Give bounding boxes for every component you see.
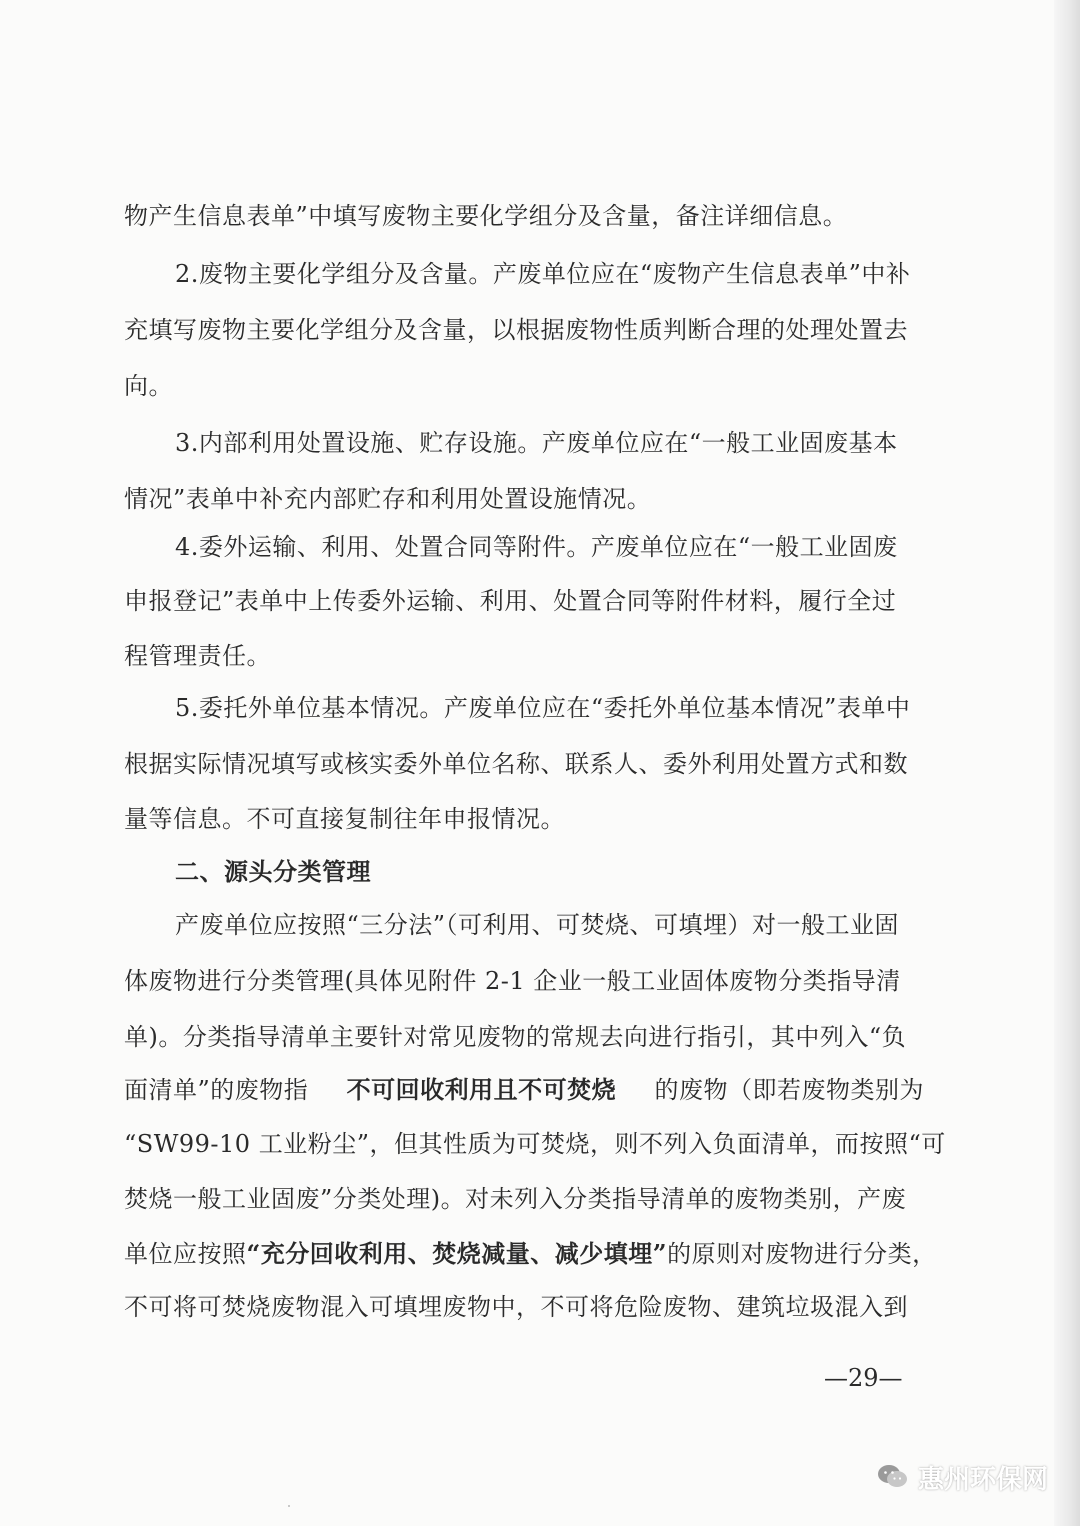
section-heading: 二、源头分类管理: [175, 858, 371, 886]
text-line-11: 根据实际情况填写或核实委外单位名称、联系人、委外利用处置方式和数: [124, 750, 908, 778]
text-line-15: 单)。分类指导清单主要针对常见废物的常规去向进行指引，其中列入“负: [124, 1023, 907, 1051]
text-line-1: 物产生信息表单”中填写废物主要化学组分及含量，备注详细信息。: [124, 202, 848, 230]
text-line-7: 4.委外运输、利用、处置合同等附件。产废单位应在“一般工业固废: [175, 533, 898, 561]
account-watermark: [876, 1457, 1048, 1497]
text-line-13: 产废单位应按照“三分法”（可利用、可焚烧、可填埋）对一般工业固: [175, 911, 900, 939]
text-line-20: 不可将可焚烧废物混入可填埋废物中，不可将危险废物、建筑垃圾混入到: [124, 1293, 908, 1321]
page-edge-shadow: [1054, 0, 1080, 1526]
text-line-17: “SW99-10 工业粉尘”，但其性质为可焚烧，则不列入负面清单，而按照“可: [124, 1130, 946, 1158]
text-line-16-part-1: 面清单”的废物指: [124, 1076, 309, 1104]
text-line-4: 向。: [124, 372, 173, 400]
text-line-2: 2.废物主要化学组分及含量。产废单位应在“废物产生信息表单”中补: [175, 260, 911, 288]
text-line-18: 焚烧一般工业固废”分类处理)。对未列入分类指导清单的废物类别，产废: [124, 1185, 907, 1213]
watermark-label: 惠州环保网: [918, 1464, 1049, 1495]
text-line-9: 程管理责任。: [124, 642, 271, 670]
scan-artifact-dot: [288, 1505, 290, 1507]
text-line-10: 5.委托外单位基本情况。产废单位应在“委托外单位基本情况”表单中: [175, 694, 911, 722]
text-line-19: [124, 1239, 937, 1269]
principle-emphasis-text: “充分回收利用、焚烧减量、减少填埋”: [246, 1239, 668, 1268]
text-line-16-part-3: 的废物（即若废物类别为: [654, 1076, 924, 1104]
text-line-16: [124, 1075, 924, 1105]
text-line-6: 情况”表单中补充内部贮存和利用处置设施情况。: [124, 485, 652, 513]
text-line-19-part-3: 的原则对废物进行分类，: [667, 1240, 937, 1268]
text-line-12: 量等信息。不可直接复制往年申报情况。: [124, 805, 565, 833]
text-line-8: 申报登记”表单中上传委外运输、利用、处置合同等附件材料，履行全过: [124, 587, 897, 615]
wechat-icon: [876, 1462, 910, 1492]
emphasis-text: 不可回收利用且不可焚烧: [346, 1075, 617, 1104]
page-number: —29—: [824, 1364, 903, 1392]
text-line-5: 3.内部利用处置设施、贮存设施。产废单位应在“一般工业固废基本: [175, 429, 898, 457]
text-line-19-part-1: 单位应按照: [124, 1240, 247, 1268]
text-line-14: 体废物进行分类管理(具体见附件 2-1 企业一般工业固体废物分类指导清: [124, 967, 901, 995]
text-line-3: 充填写废物主要化学组分及含量，以根据废物性质判断合理的处理处置去: [124, 316, 908, 344]
